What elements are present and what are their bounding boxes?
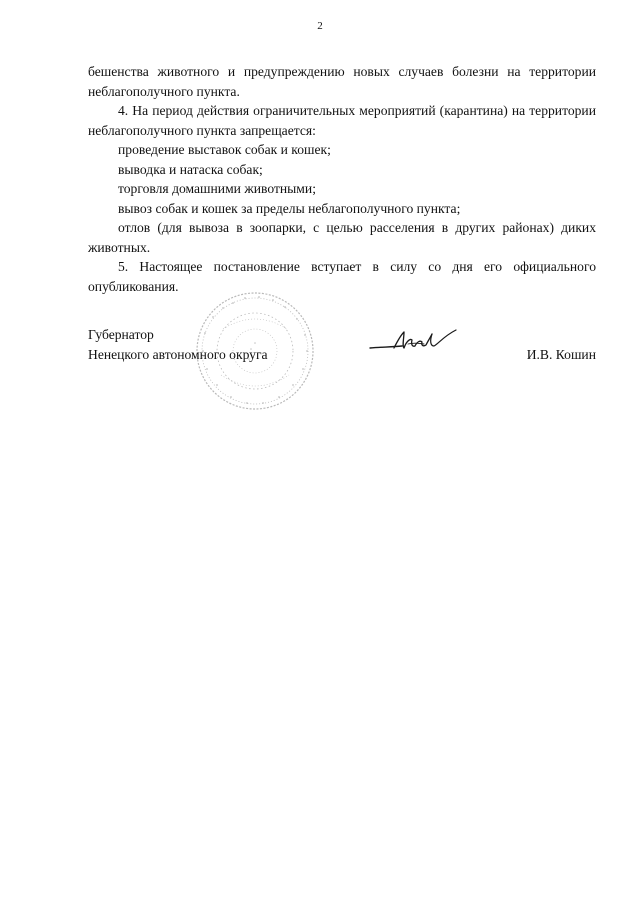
paragraph-4-intro: 4. На период действия ограничительных мероприятий (карантина) на территории неблагополучного пункта запрещается:	[88, 103, 596, 138]
prohibition-item: вывоз собак и кошек за пределы неблагополучного пункта;	[118, 200, 461, 216]
prohibition-item: торговля домашними животными;	[118, 181, 316, 196]
prohibition-item: проведение выставок собак и кошек;	[118, 142, 331, 157]
prohibition-item: выводка и натаска собак;	[118, 161, 263, 177]
signatory-title: Губернатор	[88, 327, 154, 342]
signatory-name: И.В. Кошин	[526, 346, 596, 362]
prohibition-item: отлов (для вывоза в зоопарки, с целью расселения в других районах) диких животных.	[88, 220, 596, 255]
signature-block	[88, 325, 596, 364]
paragraph-5: 5. Настоящее постановление вступает в силу со дня его официального опубликования.	[88, 259, 596, 294]
document-body	[88, 62, 596, 296]
paragraph-continuation: бешенства животного и предупреждению новых случаев болезни на территории неблагополучного пункта.	[88, 64, 596, 99]
signatory-region: Ненецкого автономного округа	[88, 346, 268, 362]
page-number: 2	[317, 20, 323, 32]
